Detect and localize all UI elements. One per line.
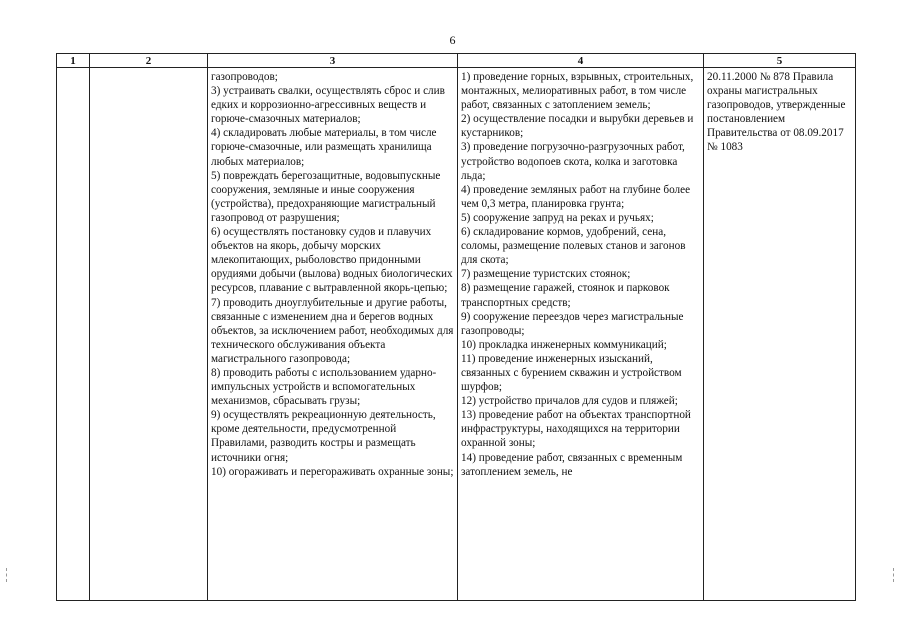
permitted-work-item: 8) размещение гаражей, стоянок и парковок транспортных средств; bbox=[461, 282, 670, 309]
table-header-row bbox=[57, 54, 856, 68]
permitted-work-item: 11) проведение инженерных изысканий, связанных с бурением скважин и устройством шурфов; bbox=[461, 352, 682, 394]
restriction-item: 10) огораживать и перегораживать охранные зоны; bbox=[211, 465, 454, 478]
restriction-item: 7) проводить дноуглубительные и другие работы, связанные с изменением дна и берегов водных объектов, за исключением работ, необходимых для технического обслуживания объекта магистрального газопровода; bbox=[211, 296, 454, 365]
restriction-item: 4) складировать любые материалы, в том числе горюче-смазочные, или размещать хранилища любых материалов; bbox=[211, 127, 437, 168]
permitted-work-item: 5) сооружение запруд на реках и ручьях; bbox=[461, 211, 654, 224]
permitted-work-item: 14) проведение работ, связанных с временным затоплением земель, не bbox=[461, 451, 683, 478]
restriction-item: 5) повреждать берегозащитные, водовыпускные сооружения, земляные и иные сооружения (устройства), предохраняющие магистральный газопровод от разрушения; bbox=[211, 169, 441, 224]
regulation-table bbox=[56, 53, 856, 601]
cell-col1 bbox=[57, 68, 90, 601]
permitted-work-item: 2) осуществление посадки и вырубки деревьев и кустарников; bbox=[461, 113, 694, 140]
cell-restrictions bbox=[208, 68, 458, 601]
column-header-4: 4 bbox=[458, 54, 704, 68]
right-scan-mark bbox=[893, 568, 896, 582]
column-header-3: 3 bbox=[208, 54, 458, 68]
restriction-item: 9) осуществлять рекреационную деятельность, кроме деятельности, предусмотренной Правилами, разводить костры и размещать источники огня; bbox=[211, 409, 436, 464]
page-number: 6 bbox=[449, 33, 456, 47]
permitted-work-item: 1) проведение горных, взрывных, строительных, монтажных, мелиоративных работ, в том числе работ, связанных с затоплением земель; bbox=[461, 71, 694, 112]
column-header-2: 2 bbox=[90, 54, 208, 68]
restriction-item: 6) осуществлять постановку судов и плавучих объектов на якорь, добычу морских млекопитающих, рыболовство придонными орудиями добычи (вылова) водных биологических ресурсов, плавание с вытравленной якорь-цепью; bbox=[211, 226, 453, 295]
cell-col2 bbox=[90, 68, 208, 601]
permitted-work-item: 3) проведение погрузочно-разгрузочных работ, устройство водопоев скота, колка и заготовка льда; bbox=[461, 141, 685, 182]
permitted-work-item: 9) сооружение переездов через магистральные газопроводы; bbox=[461, 310, 684, 337]
restriction-item: 3) устраивать свалки, осуществлять сброс и слив едких и коррозионно-агрессивных веществ и горюче-смазочных материалов; bbox=[211, 85, 445, 126]
table-row bbox=[57, 68, 856, 601]
left-scan-mark bbox=[6, 568, 9, 582]
permitted-work-item: 13) проведение работ на объектах транспортной инфраструктуры, находящихся на территории охранной зоны; bbox=[461, 409, 691, 450]
permitted-work-item: 4) проведение земляных работ на глубине более чем 0,3 метра, планировка грунта; bbox=[461, 183, 691, 210]
permitted-work-item: 12) устройство причалов для судов и пляжей; bbox=[461, 395, 678, 408]
cell-permitted-works bbox=[458, 68, 704, 601]
restriction-item: газопроводов; bbox=[211, 71, 278, 83]
cell-legal-basis: 20.11.2000 № 878 Правила охраны магистральных газопроводов, утвержденные постановлением Правительства от 08.09.2017 № 1083 bbox=[704, 68, 856, 601]
permitted-work-item: 10) прокладка инженерных коммуникаций; bbox=[461, 338, 667, 351]
permitted-work-item: 6) складирование кормов, удобрений, сена, соломы, размещение полевых станов и загонов для скота; bbox=[461, 226, 686, 267]
restriction-item: 8) проводить работы с использованием ударно-импульсных устройств и вспомогательных механизмов, сбрасывать грузы; bbox=[211, 366, 437, 408]
column-header-1: 1 bbox=[57, 54, 90, 68]
permitted-work-item: 7) размещение туристских стоянок; bbox=[461, 268, 631, 281]
column-header-5: 5 bbox=[704, 54, 856, 68]
